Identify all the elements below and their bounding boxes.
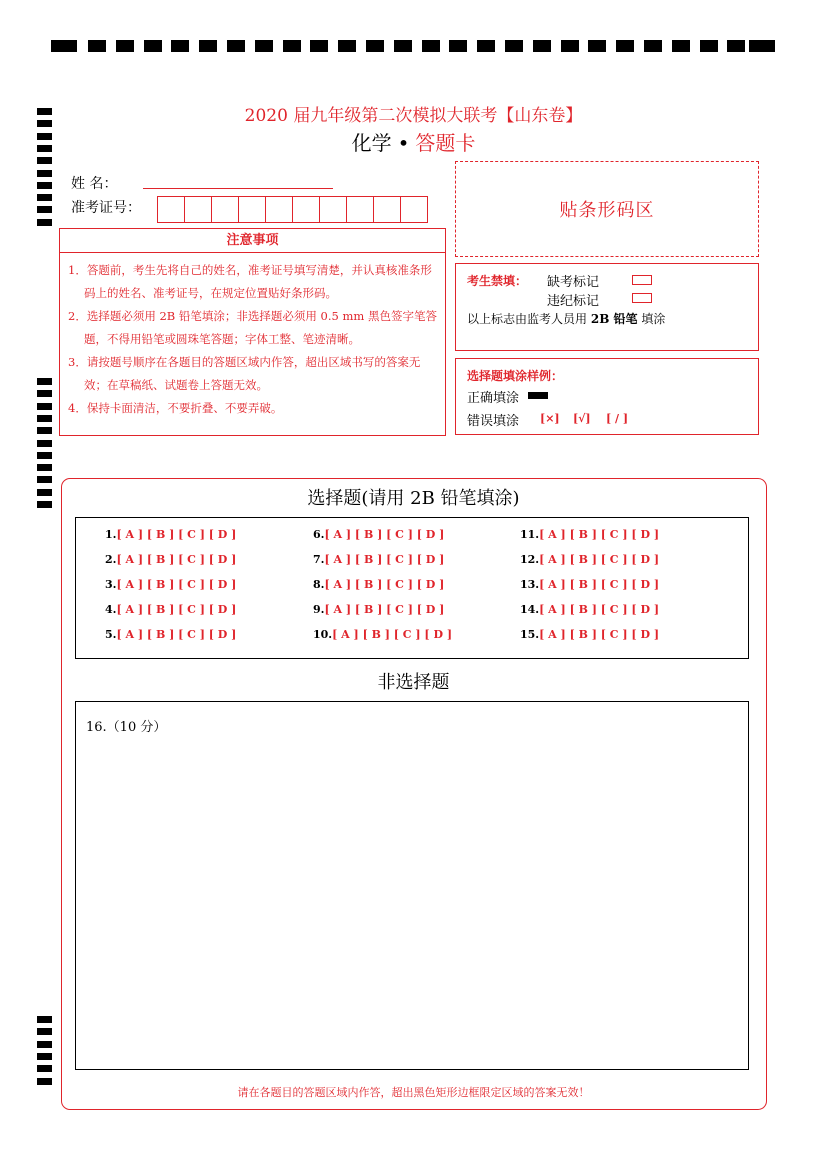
timing-mark: [144, 40, 162, 52]
timing-mark: [672, 40, 690, 52]
mc-options[interactable]: [ A ] [ B ] [ C ] [ D ]: [539, 603, 660, 616]
non-mc-answer-box[interactable]: [75, 701, 749, 1070]
id-digit-cell[interactable]: [185, 197, 212, 222]
mc-question-number: 1.: [105, 528, 117, 541]
timing-mark: [88, 40, 106, 52]
mc-options[interactable]: [ A ] [ B ] [ C ] [ D ]: [116, 553, 237, 566]
id-digit-cell[interactable]: [158, 197, 185, 222]
mc-options[interactable]: [ A ] [ B ] [ C ] [ D ]: [324, 528, 445, 541]
timing-mark: [37, 219, 52, 226]
id-digit-cell[interactable]: [266, 197, 293, 222]
timing-mark: [37, 476, 52, 483]
mc-question-number: 12.: [520, 553, 540, 566]
timing-mark: [37, 182, 52, 189]
notice-item: 2．选择题必须用 2B 铅笔填涂；非选择题必须用 0.5 mm 黑色签字笔答题，不得用铅笔或圆珠笔答题；字体工整、笔迹清晰。: [68, 309, 437, 346]
mc-question-row[interactable]: [313, 553, 444, 566]
timing-mark: [616, 40, 634, 52]
correct-fill-label: 正确填涂: [467, 391, 520, 406]
timing-mark: [588, 40, 606, 52]
notice-item: 4．保持卡面清洁，不要折叠、不要弄破。: [68, 401, 283, 415]
id-digit-cell[interactable]: [374, 197, 401, 222]
timing-mark: [37, 415, 52, 422]
mc-question-number: 3.: [105, 578, 117, 591]
mc-question-number: 6.: [313, 528, 325, 541]
mc-options[interactable]: [ A ] [ B ] [ C ] [ D ]: [324, 603, 445, 616]
timing-mark: [37, 194, 52, 201]
mc-options[interactable]: [ A ] [ B ] [ C ] [ D ]: [332, 628, 453, 641]
mc-options[interactable]: [ A ] [ B ] [ C ] [ D ]: [116, 628, 237, 641]
mc-options[interactable]: [ A ] [ B ] [ C ] [ D ]: [324, 553, 445, 566]
timing-mark: [37, 1028, 52, 1035]
fill-sample-title: 选择题填涂样例：: [467, 369, 564, 383]
timing-mark: [51, 40, 77, 52]
id-digit-cell[interactable]: [401, 197, 427, 222]
mc-question-row[interactable]: [520, 553, 659, 566]
non-mc-section-title: 非选择题: [377, 672, 450, 693]
notice-item: 1．答题前，考生先将自己的姓名，准考证号填写清楚，并认真核准条形码上的姓名、准考证号，在规定位置贴好条形码。: [68, 263, 432, 300]
timing-mark: [533, 40, 551, 52]
absent-mark-box[interactable]: [632, 275, 652, 285]
timing-mark: [505, 40, 523, 52]
timing-mark: [749, 40, 775, 52]
mc-options[interactable]: [ A ] [ B ] [ C ] [ D ]: [324, 578, 445, 591]
exam-title: 2020 届九年级第二次模拟大联考【山东卷】: [244, 106, 583, 126]
timing-mark: [310, 40, 328, 52]
id-digit-cell[interactable]: [347, 197, 374, 222]
timing-mark: [227, 40, 245, 52]
mc-question-row[interactable]: [105, 628, 236, 641]
timing-mark: [283, 40, 301, 52]
mc-question-number: 7.: [313, 553, 325, 566]
card-subtitle: [0, 127, 827, 156]
mc-options[interactable]: [ A ] [ B ] [ C ] [ D ]: [539, 528, 660, 541]
timing-mark: [727, 40, 745, 52]
mc-question-number: 9.: [313, 603, 325, 616]
timing-mark: [37, 157, 52, 164]
id-digit-cell[interactable]: [293, 197, 320, 222]
mc-question-row[interactable]: [520, 628, 659, 641]
wrong-fill-label: 错误填涂: [467, 414, 520, 429]
barcode-area: 贴条形码区: [455, 161, 759, 257]
id-label: 准考证号：: [71, 200, 141, 216]
mc-options[interactable]: [ A ] [ B ] [ C ] [ D ]: [116, 578, 237, 591]
exam-id-boxes[interactable]: [157, 196, 428, 223]
timing-mark: [644, 40, 662, 52]
mc-question-number: 11.: [520, 528, 540, 541]
mc-question-number: 10.: [313, 628, 333, 641]
absent-label: 缺考标记: [547, 275, 600, 290]
timing-mark: [37, 440, 52, 447]
mc-question-number: 13.: [520, 578, 540, 591]
timing-mark: [700, 40, 718, 52]
wrong-fill-mark-check: [√]: [573, 412, 591, 425]
mc-question-row[interactable]: [520, 528, 659, 541]
timing-mark: [338, 40, 356, 52]
subject-name: 化学: [351, 131, 392, 155]
timing-mark: [37, 170, 52, 177]
timing-mark: [477, 40, 495, 52]
name-label: 姓 名：: [71, 176, 118, 192]
notice-item: 3．请按题号顺序在各题目的答题区域内作答，超出区域书写的答案无效；在草稿纸、试题卷上答题无效。: [68, 355, 421, 392]
timing-mark: [116, 40, 134, 52]
timing-mark: [37, 1016, 52, 1023]
mc-question-row[interactable]: [313, 578, 444, 591]
id-digit-cell[interactable]: [239, 197, 266, 222]
notice-list: [60, 253, 445, 420]
mc-question-number: 8.: [313, 578, 325, 591]
mc-question-number: 5.: [105, 628, 117, 641]
timing-mark: [37, 1065, 52, 1072]
timing-mark: [37, 206, 52, 213]
timing-mark: [37, 427, 52, 434]
timing-mark: [37, 1041, 52, 1048]
card-label: 答题卡: [415, 131, 476, 155]
wrong-fill-mark-slash: [ / ]: [606, 412, 629, 425]
name-field[interactable]: [143, 188, 333, 189]
timing-mark: [37, 403, 52, 410]
mc-question-number: 14.: [520, 603, 540, 616]
timing-mark: [37, 1053, 52, 1060]
mc-section-title: 选择题(请用 2B 铅笔填涂): [307, 488, 520, 509]
mc-question-row[interactable]: [313, 528, 444, 541]
question-16-label: 16.（10 分）: [86, 720, 167, 735]
timing-mark: [449, 40, 467, 52]
timing-mark: [37, 452, 52, 459]
id-digit-cell[interactable]: [320, 197, 347, 222]
notice-box: [59, 228, 446, 436]
timing-mark: [37, 464, 52, 471]
id-digit-cell[interactable]: [212, 197, 239, 222]
examinee-forbidden-box: [455, 263, 759, 351]
violation-mark-box[interactable]: [632, 293, 652, 303]
mc-options[interactable]: [ A ] [ B ] [ C ] [ D ]: [116, 528, 237, 541]
mc-question-row[interactable]: [313, 603, 444, 616]
mc-question-row[interactable]: [520, 603, 659, 616]
notice-heading: 注意事项: [60, 229, 445, 253]
violation-label: 违纪标记: [547, 294, 600, 309]
correct-fill-mark: [528, 392, 548, 399]
forbid-title: 考生禁填：: [467, 274, 528, 288]
mc-question-row[interactable]: [520, 578, 659, 591]
mc-question-number: 4.: [105, 603, 117, 616]
timing-mark: [37, 390, 52, 397]
footer-warning: 请在各题目的答题区域内作答，超出黑色矩形边框限定区域的答案无效！: [237, 1086, 590, 1099]
timing-mark: [37, 378, 52, 385]
mc-options[interactable]: [ A ] [ B ] [ C ] [ D ]: [539, 628, 660, 641]
timing-mark: [422, 40, 440, 52]
fill-sample-box: [455, 358, 759, 435]
timing-mark: [255, 40, 273, 52]
mc-options[interactable]: [ A ] [ B ] [ C ] [ D ]: [116, 603, 237, 616]
timing-mark: [561, 40, 579, 52]
timing-mark: [199, 40, 217, 52]
forbid-note: 以上标志由监考人员用 2B 铅笔 填涂: [467, 312, 666, 326]
timing-mark: [171, 40, 189, 52]
mc-options[interactable]: [ A ] [ B ] [ C ] [ D ]: [539, 578, 660, 591]
subtitle-dot: •: [397, 131, 410, 155]
mc-question-row[interactable]: [313, 628, 452, 641]
timing-mark: [394, 40, 412, 52]
mc-question-row[interactable]: [105, 553, 236, 566]
wrong-fill-mark-x: [×]: [540, 412, 560, 425]
mc-question-row[interactable]: [105, 578, 236, 591]
mc-question-row[interactable]: [105, 603, 236, 616]
timing-mark: [366, 40, 384, 52]
mc-question-number: 2.: [105, 553, 117, 566]
mc-question-number: 15.: [520, 628, 540, 641]
mc-options[interactable]: [ A ] [ B ] [ C ] [ D ]: [539, 553, 660, 566]
mc-question-row[interactable]: [105, 528, 236, 541]
